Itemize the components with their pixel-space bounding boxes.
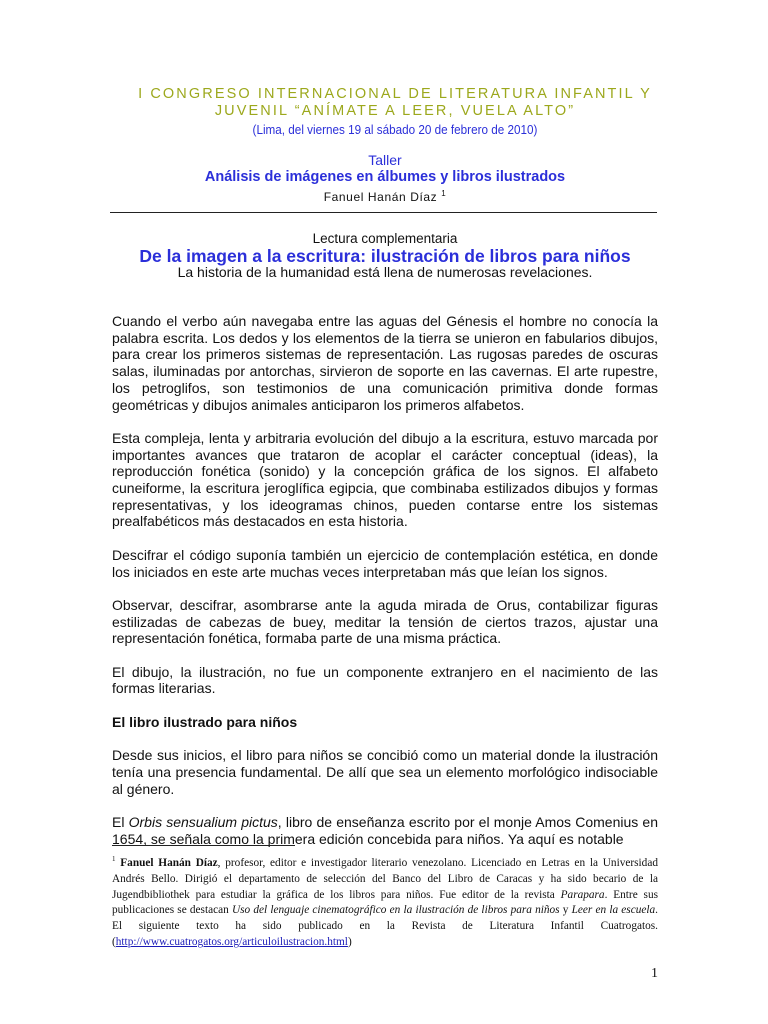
reading-label: Lectura complementaria — [312, 231, 458, 246]
footnote-book-2: Leer en la escuela — [571, 904, 656, 917]
footnote-book-1: Uso del lenguaje cinematográfico en la ilustración de libros para niños — [231, 904, 560, 917]
footnote — [112, 852, 658, 951]
paragraph-1: Cuando el verbo aún navegaba entre las aguas del Génesis el hombre no conocía la palabra escrita. Los dedos y los elementos de la tierra se unieron en fabularios dibujos, para crear los primeros sistemas de representación. Las rugosas paredes de oscuras salas, iluminadas por antorchas, sirvieron de soporte en las cavernas. El arte rupestre, los petroglifos, son testimonios de una comunicación primitiva donde formas geométricas y dibujos animales anticiparon los primeros alfabetos. — [112, 313, 658, 413]
section-paragraph: Desde sus inicios, el libro para niños se concibió como un material donde la ilustración tenía una presencia fundamental. De allí que sea un elemento morfológico indisociable al género. — [112, 747, 658, 797]
congress-heading-line-1: I CONGRESO INTERNACIONAL DE LITERATURA INFANTIL Y — [138, 86, 652, 102]
article-title: De la imagen a la escritura: ilustración de libros para niños — [139, 246, 631, 266]
paragraph-orbis — [112, 814, 658, 847]
footnote-mark: 1 — [112, 855, 116, 863]
paragraph-5: El dibujo, la ilustración, no fue un componente extranjero en el nacimiento de las formas literarias. — [112, 663, 658, 697]
paragraph-2: Esta compleja, lenta y arbitraria evolución del dibujo a la escritura, estuvo marcada por importantes avances que trataron de acoplar el carácter conceptual (ideas), la reproducción fonética (sonido) y la concepción gráfica de los signos. El alfabeto cuneiforme, la escritura jeroglífica egipcia, que combinaba estilizados dibujos y formas representativas, y los ideogramas chinos, pueden contarse entre los sistemas prealfabéticos más destacados en esta historia. — [112, 429, 658, 530]
workshop-title: Análisis de imágenes en álbumes y libros ilustrados — [204, 169, 566, 185]
footnote-link[interactable]: http://www.cuatrogatos.org/articuloilustracion.html — [115, 936, 348, 949]
author-footnote-marker[interactable]: 1 — [441, 189, 447, 198]
author-line — [100, 187, 670, 204]
section-heading: El libro ilustrado para niños — [112, 713, 298, 730]
page-number: 1 — [651, 966, 658, 981]
article-body — [112, 313, 658, 864]
footnote-text-2: . Entre sus publicaciones se destacan — [112, 888, 658, 917]
paragraph-3: Descifrar el código suponía también un ejercicio de contemplación estética, en donde los iniciados en este arte muchas veces interpretaban más que leían los signos. — [112, 546, 658, 580]
workshop-label: Taller — [368, 152, 402, 168]
paragraph-4: Observar, descifrar, asombrarse ante la aguda mirada de Orus, contabilizar figuras estilizadas de cabezas de buey, meditar la tensión de ciertos trazos, ajustar una representación fonética, formaba parte de una misma práctica. — [112, 596, 658, 647]
article-subtitle: La historia de la humanidad está llena de numerosas revelaciones. — [177, 264, 593, 280]
congress-heading-line-2: JUVENIL “ANÍMATE A LEER, VUELA ALTO” — [214, 103, 576, 119]
footnote-text-5: ) — [347, 936, 352, 949]
footnote-text-3: y — [559, 904, 572, 917]
author-name: Fanuel Hanán Díaz — [323, 190, 438, 204]
footnote-divider — [112, 845, 295, 846]
header-divider — [110, 212, 657, 213]
footnote-text-1: , profesor, editor e investigador literario venezolano. Licenciado en Letras en la Universidad Andrés Bello. Dirigió el departamento de selección del Banco del Libro de Caracas y ha sido becario de la Jugendbibliothek para estudiar la gráfica de los libros para niños. Fue editor de la revista — [112, 856, 658, 901]
orbis-title: Orbis sensualium pictus — [128, 813, 278, 830]
congress-heading — [100, 86, 690, 120]
footnote-magazine: Parapara — [560, 888, 605, 901]
footnote-text-4: . El siguiente texto ha sido publicado en la Revista de Literatura Infantil Cuatrogatos. ( — [112, 904, 658, 949]
congress-dates: (Lima, del viernes 19 al sábado 20 de febrero de 2010) — [252, 122, 538, 137]
footnote-author-name: Fanuel Hanán Díaz — [120, 856, 218, 869]
orbis-rest: , libro de enseñanza escrito por el monje Amos Comenius en 1654, se señala como la primera edición concebida para niños. Ya aquí es notable — [112, 813, 658, 847]
orbis-prefix: El — [112, 813, 129, 830]
